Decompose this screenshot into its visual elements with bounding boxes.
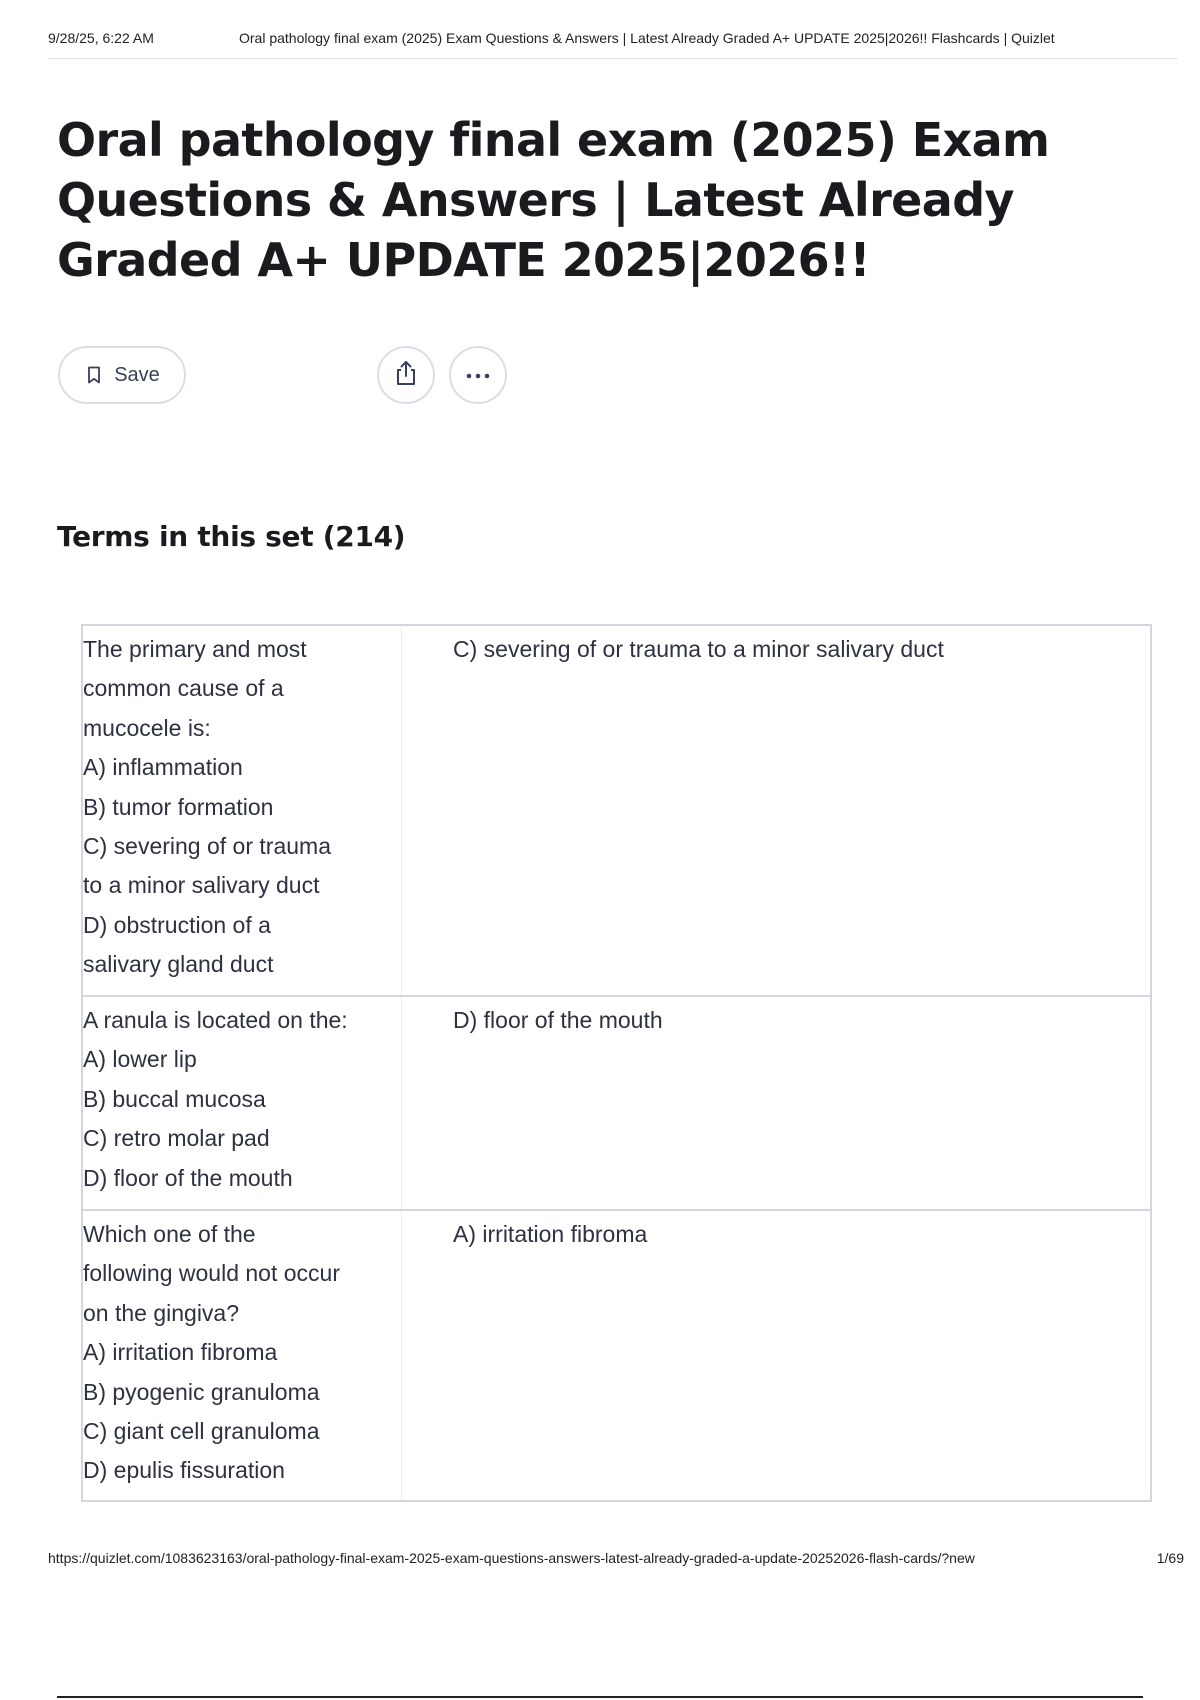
share-icon [393, 359, 419, 392]
print-timestamp: 9/28/25, 6:22 AM [48, 30, 154, 46]
terms-heading: Terms in this set (214) [57, 520, 406, 553]
more-options-button[interactable] [449, 346, 507, 404]
term-text: The primary and most common cause of a mucocele is: A) inflammation B) tumor formation C) severing of or trauma to a minor salivary duct D) obstruction of a salivary gland duct [83, 626, 402, 995]
page-divider [57, 1696, 1143, 1698]
term-card [81, 624, 1152, 997]
save-button-label: Save [114, 363, 160, 386]
page-url: https://quizlet.com/1083623163/oral-pathology-final-exam-2025-exam-questions-answers-latest-already-graded-a-update-20252026-flash-cards/?new [48, 1550, 975, 1566]
bookmark-icon [84, 365, 104, 385]
set-title: Oral pathology final exam (2025) Exam Questions & Answers | Latest Already Graded A+ UPDATE 2025|2026!! [57, 113, 1050, 287]
page-indicator: 1/69 [1156, 1550, 1184, 1566]
share-button[interactable] [377, 346, 435, 404]
more-dots-icon [465, 366, 491, 384]
term-text: A ranula is located on the: A) lower lip B) buccal mucosa C) retro molar pad D) floor of the mouth [83, 997, 402, 1209]
save-button[interactable] [58, 346, 186, 404]
terms-list [81, 624, 1152, 1502]
definition-text: D) floor of the mouth [453, 1007, 663, 1033]
term-text: Which one of the following would not occur on the gingiva? A) irritation fibroma B) pyogenic granuloma C) giant cell granuloma D) epulis fissuration [83, 1211, 402, 1500]
print-header [48, 30, 1178, 59]
term-card [81, 1209, 1152, 1502]
definition-text: C) severing of or trauma to a minor salivary duct [453, 636, 944, 662]
term-card [81, 995, 1152, 1211]
print-page-title: Oral pathology final exam (2025) Exam Questions & Answers | Latest Already Graded A+ UPDATE 2025|2026!! Flashcards | Quizlet [239, 30, 1055, 46]
definition-text: A) irritation fibroma [453, 1221, 648, 1247]
